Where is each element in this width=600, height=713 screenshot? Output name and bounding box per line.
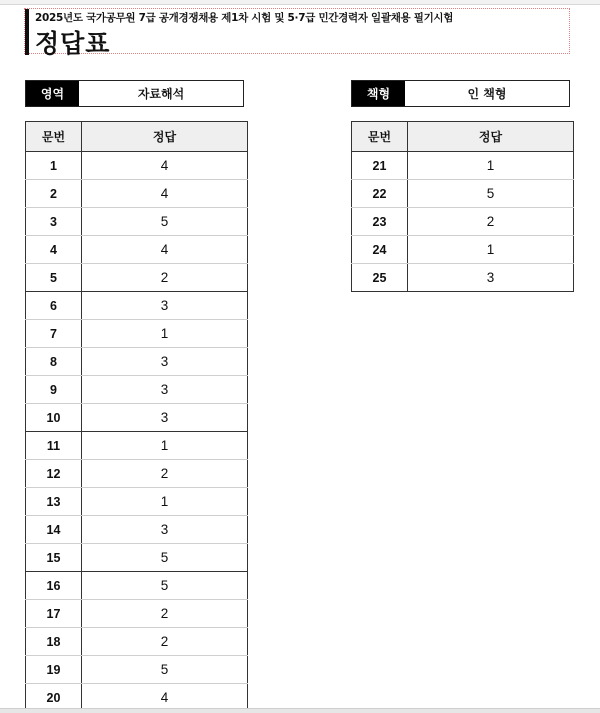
answer-cell[interactable]: 2 xyxy=(408,208,574,236)
question-number[interactable]: 15 xyxy=(26,544,82,572)
answer-cell[interactable]: 5 xyxy=(82,572,248,600)
question-number[interactable]: 17 xyxy=(26,600,82,628)
answer-cell[interactable]: 5 xyxy=(408,180,574,208)
question-number[interactable]: 11 xyxy=(26,432,82,460)
question-number[interactable]: 19 xyxy=(26,656,82,684)
answer-table-right xyxy=(351,121,574,292)
col-header-answer: 정답 xyxy=(82,122,248,152)
answer-cell[interactable]: 3 xyxy=(82,292,248,320)
table-row xyxy=(26,516,248,544)
table-row xyxy=(352,264,574,292)
answer-cell[interactable]: 5 xyxy=(82,656,248,684)
col-header-answer: 정답 xyxy=(408,122,574,152)
table-row xyxy=(26,376,248,404)
table-row xyxy=(26,180,248,208)
booklet-label: 책형 xyxy=(352,81,405,106)
answer-cell[interactable]: 4 xyxy=(82,236,248,264)
question-number[interactable]: 20 xyxy=(26,684,82,712)
question-number[interactable]: 23 xyxy=(352,208,408,236)
table-row xyxy=(26,292,248,320)
table-row xyxy=(26,628,248,656)
answer-cell[interactable]: 1 xyxy=(408,152,574,180)
question-number[interactable]: 10 xyxy=(26,404,82,432)
question-number[interactable]: 6 xyxy=(26,292,82,320)
answer-cell[interactable]: 3 xyxy=(82,348,248,376)
question-number[interactable]: 3 xyxy=(26,208,82,236)
table-row xyxy=(352,208,574,236)
table-row xyxy=(26,152,248,180)
answer-cell[interactable]: 1 xyxy=(82,432,248,460)
answer-cell[interactable]: 2 xyxy=(82,460,248,488)
table-row xyxy=(26,572,248,600)
question-number[interactable]: 21 xyxy=(352,152,408,180)
question-number[interactable]: 8 xyxy=(26,348,82,376)
answer-cell[interactable]: 2 xyxy=(82,628,248,656)
answer-cell[interactable]: 1 xyxy=(82,488,248,516)
answer-cell[interactable]: 5 xyxy=(82,544,248,572)
answer-cell[interactable]: 3 xyxy=(82,376,248,404)
area-label: 영역 xyxy=(26,81,79,106)
question-number[interactable]: 2 xyxy=(26,180,82,208)
area-value[interactable]: 자료해석 xyxy=(79,81,243,106)
table-row xyxy=(26,404,248,432)
exam-subtitle: 2025년도 국가공무원 7급 공개경쟁채용 제1차 시험 및 5·7급 민간경력자 일괄채용 필기시험 xyxy=(35,12,454,24)
question-number[interactable]: 9 xyxy=(26,376,82,404)
table-row xyxy=(26,320,248,348)
col-header-number: 문번 xyxy=(26,122,82,152)
question-number[interactable]: 5 xyxy=(26,264,82,292)
booklet-box xyxy=(351,80,570,107)
answer-cell[interactable]: 5 xyxy=(82,208,248,236)
answer-cell[interactable]: 2 xyxy=(82,600,248,628)
sheet-bottom-strip xyxy=(0,708,600,713)
table-row xyxy=(26,348,248,376)
answer-cell[interactable]: 3 xyxy=(82,404,248,432)
question-number[interactable]: 14 xyxy=(26,516,82,544)
col-header-number: 문번 xyxy=(352,122,408,152)
title-accent-bar xyxy=(25,9,29,55)
page-title: 정답표 xyxy=(35,29,111,58)
table-row xyxy=(26,600,248,628)
booklet-value[interactable]: 인 책형 xyxy=(405,81,569,106)
table-row xyxy=(352,152,574,180)
question-number[interactable]: 7 xyxy=(26,320,82,348)
answer-table-left xyxy=(25,121,248,712)
answer-cell[interactable]: 2 xyxy=(82,264,248,292)
table-row xyxy=(26,544,248,572)
question-number[interactable]: 4 xyxy=(26,236,82,264)
sheet-top-strip xyxy=(0,0,600,5)
table-row xyxy=(352,236,574,264)
table-row xyxy=(26,460,248,488)
table-row xyxy=(26,656,248,684)
question-number[interactable]: 12 xyxy=(26,460,82,488)
table-row xyxy=(352,180,574,208)
table-row xyxy=(26,488,248,516)
answer-cell[interactable]: 1 xyxy=(408,236,574,264)
title-block[interactable] xyxy=(24,8,570,58)
area-box xyxy=(25,80,244,107)
table-row xyxy=(26,432,248,460)
question-number[interactable]: 24 xyxy=(352,236,408,264)
question-number[interactable]: 16 xyxy=(26,572,82,600)
table-row xyxy=(26,208,248,236)
question-number[interactable]: 1 xyxy=(26,152,82,180)
table-row xyxy=(26,264,248,292)
answer-cell[interactable]: 4 xyxy=(82,152,248,180)
answer-cell[interactable]: 3 xyxy=(408,264,574,292)
answer-cell[interactable]: 3 xyxy=(82,516,248,544)
question-number[interactable]: 13 xyxy=(26,488,82,516)
question-number[interactable]: 25 xyxy=(352,264,408,292)
question-number[interactable]: 22 xyxy=(352,180,408,208)
table-row xyxy=(26,236,248,264)
answer-cell[interactable]: 4 xyxy=(82,684,248,712)
answer-cell[interactable]: 1 xyxy=(82,320,248,348)
answer-cell[interactable]: 4 xyxy=(82,180,248,208)
question-number[interactable]: 18 xyxy=(26,628,82,656)
